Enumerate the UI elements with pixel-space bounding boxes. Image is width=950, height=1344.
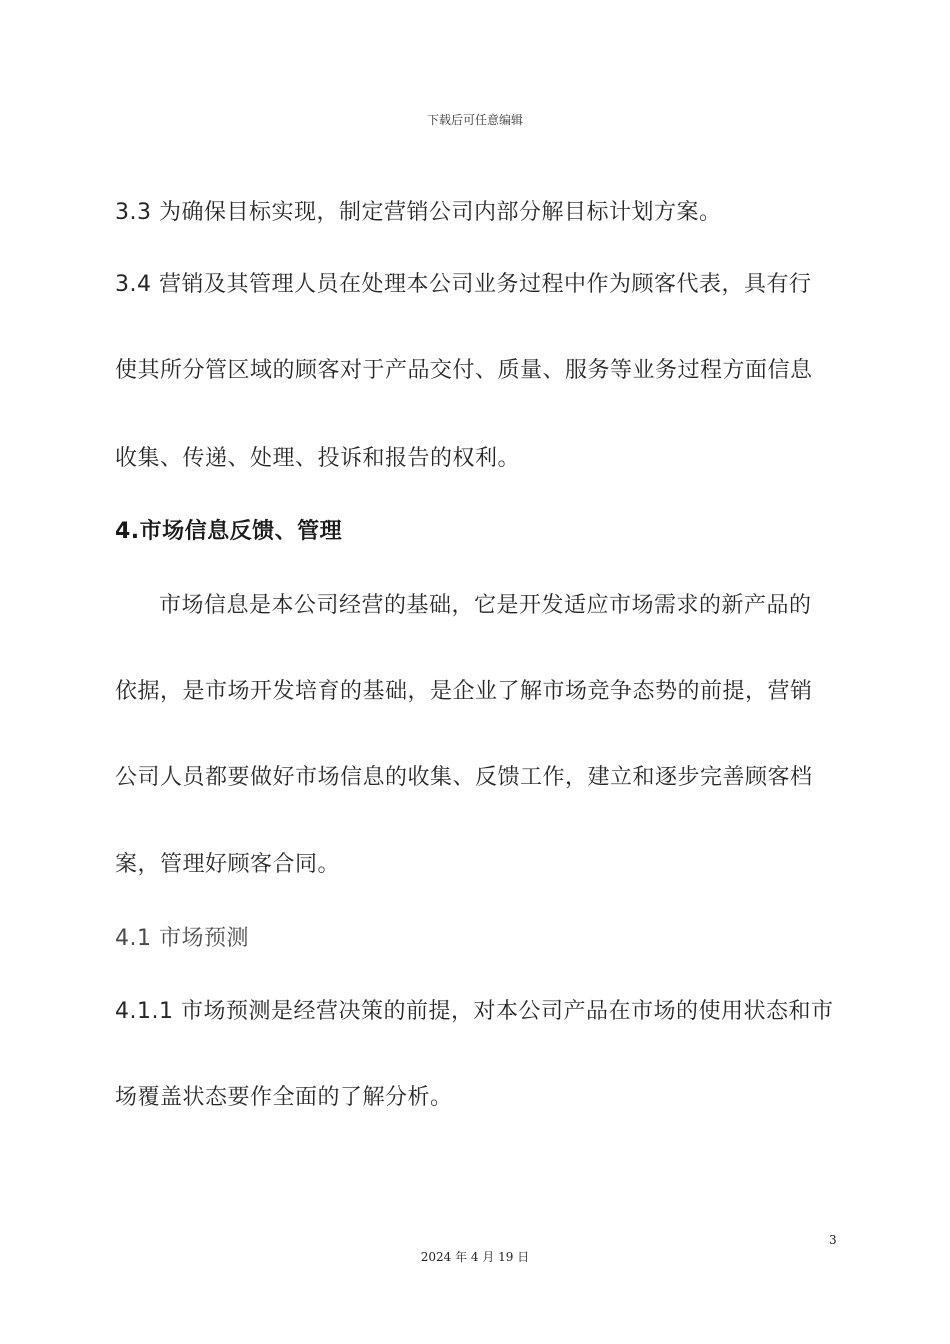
paragraph-3-3-line: 3.3 为确保目标实现，制定营销公司内部分解目标计划方案。	[115, 200, 722, 225]
section-heading-4: 4.市场信息反馈、管理	[115, 519, 343, 544]
paragraph-4-line-3: 公司人员都要做好市场信息的收集、反馈工作，建立和逐步完善顾客档	[115, 765, 813, 790]
page-header: 下载后可任意编辑	[426, 113, 523, 127]
paragraph-3-4-line-1: 3.4 营销及其管理人员在处理本公司业务过程中作为顾客代表，具有行	[115, 272, 812, 297]
paragraph-3-4-line-2: 使其所分管区域的顾客对于产品交付、质量、服务等业务过程方面信息	[115, 358, 813, 383]
paragraph-4-line-4: 案，管理好顾客合同。	[115, 852, 341, 877]
paragraph-4-line-1: 市场信息是本公司经营的基础，它是开发适应市场需求的新产品的	[159, 593, 812, 618]
footer-date: 2024 年 4 月 19 日	[420, 1250, 530, 1264]
paragraph-3-4-line-3: 收集、传递、处理、投诉和报告的权利。	[115, 446, 521, 471]
page-number: 3	[829, 1233, 837, 1247]
paragraph-4-line-2: 依据，是市场开发培育的基础，是企业了解市场竞争态势的前提，营销	[115, 679, 813, 704]
subsection-heading-4-1: 4.1 市场预测	[115, 926, 249, 951]
paragraph-4-1-1-line-2: 场覆盖状态要作全面的了解分析。	[115, 1085, 453, 1110]
paragraph-4-1-1-line-1: 4.1.1 市场预测是经营决策的前提，对本公司产品在市场的使用状态和市	[115, 999, 834, 1024]
